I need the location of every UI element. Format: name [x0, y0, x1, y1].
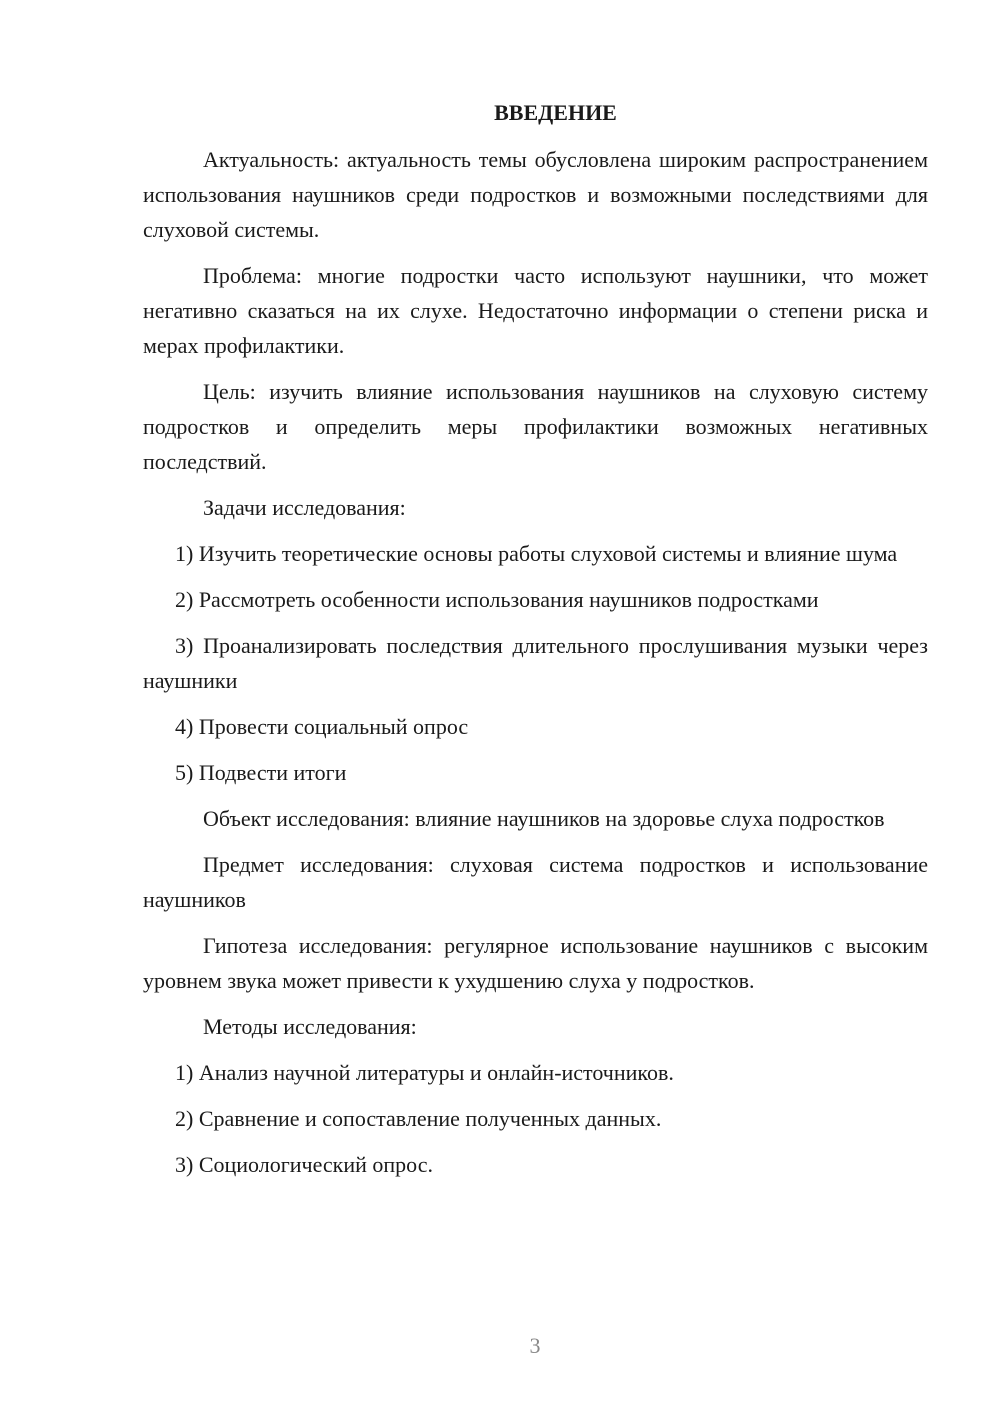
hypothesis-paragraph: Гипотеза исследования: регулярное использование наушников с высоким уровнем звука может привести к ухудшению слуха у подростков.: [143, 933, 928, 993]
problem-paragraph: Проблема: многие подростки часто используют наушники, что может негативно сказаться на их слухе. Недостаточно информации о степени риска и мерах профилактики.: [143, 263, 928, 358]
task-item: 3) Проанализировать последствия длительного прослушивания музыки через наушники: [143, 633, 928, 693]
page-number: 3: [529, 1333, 541, 1358]
method-item: 2) Сравнение и сопоставление полученных данных.: [175, 1106, 662, 1131]
task-item: 5) Подвести итоги: [175, 760, 347, 785]
object-paragraph: Объект исследования: влияние наушников на здоровье слуха подростков: [203, 806, 885, 831]
goal-paragraph: Цель: изучить влияние использования наушников на слуховую систему подростков и определить меры профилактики возможных негативных последствий.: [143, 379, 928, 474]
method-item: 1) Анализ научной литературы и онлайн-источников.: [175, 1060, 674, 1085]
relevance-paragraph: Актуальность: актуальность темы обусловлена широким распространением использования наушников среди подростков и возможными последствиями для слуховой системы.: [143, 147, 928, 242]
methods-heading: Методы исследования:: [203, 1014, 417, 1039]
task-item: 4) Провести социальный опрос: [175, 714, 469, 739]
page-content: [143, 95, 928, 1193]
subject-paragraph: Предмет исследования: слуховая система подростков и использование наушников: [143, 852, 928, 912]
task-item: 2) Рассмотреть особенности использования наушников подростками: [175, 587, 819, 612]
tasks-heading: Задачи исследования:: [203, 495, 406, 520]
page-title: ВВЕДЕНИЕ: [494, 100, 617, 125]
task-item: 1) Изучить теоретические основы работы слуховой системы и влияние шума: [175, 541, 898, 566]
method-item: 3) Социологический опрос.: [175, 1152, 433, 1177]
